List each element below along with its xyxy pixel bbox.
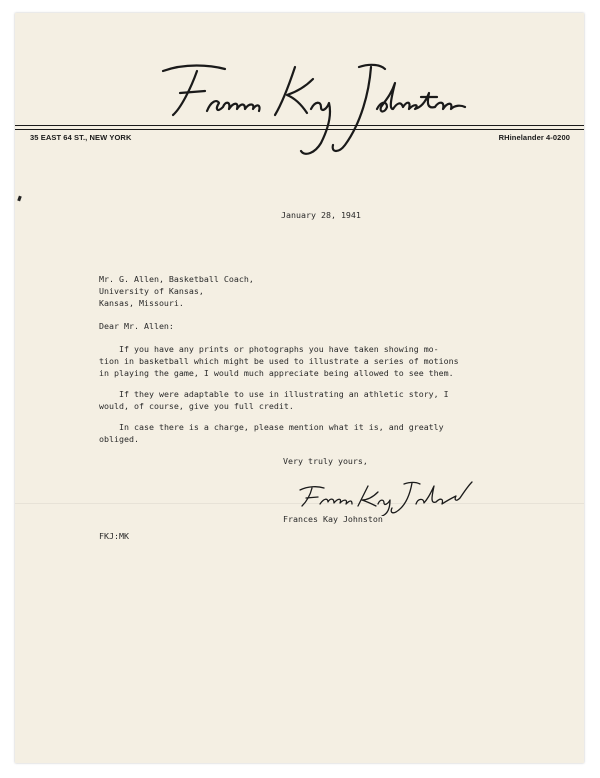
recipient-line: Kansas, Missouri. <box>99 298 184 308</box>
letterhead-address: 35 EAST 64 ST., NEW YORK <box>30 133 132 142</box>
salutation: Dear Mr. Allen: <box>99 321 174 331</box>
letter-sheet <box>15 13 584 763</box>
paragraph-line: In case there is a charge, please mention what it is, and greatly <box>118 422 444 432</box>
reference-initials: FKJ:MK <box>99 531 129 541</box>
letter-date: January 28, 1941 <box>281 210 361 220</box>
recipient-line: University of Kansas, <box>99 286 204 296</box>
paragraph-line: tion in basketball which might be used to illustrate a series of motions <box>99 356 459 366</box>
paragraph-2 <box>99 388 449 412</box>
typed-signature-name: Frances Kay Johnston <box>283 514 383 524</box>
letterhead-rule-bottom <box>15 129 584 130</box>
paragraph-3 <box>99 421 444 445</box>
recipient-address <box>99 273 254 309</box>
paragraph-line: in playing the game, I would much appreciate being allowed to see them. <box>99 368 454 378</box>
margin-mark <box>17 196 22 202</box>
closing: Very truly yours, <box>283 456 368 466</box>
letterhead-rule-top <box>15 125 584 126</box>
letterhead-phone: RHinelander 4-0200 <box>498 133 570 142</box>
paragraph-line: obliged. <box>99 434 139 444</box>
paragraph-1 <box>99 343 459 379</box>
handwritten-signature <box>290 468 475 516</box>
paragraph-line: If they were adaptable to use in illustrating an athletic story, I <box>118 389 449 399</box>
paragraph-line: If you have any prints or photographs you have taken showing mo- <box>118 344 439 354</box>
paper-fold <box>15 503 584 504</box>
letterhead-script-name <box>145 53 475 163</box>
recipient-line: Mr. G. Allen, Basketball Coach, <box>99 274 254 284</box>
paragraph-line: would, of course, give you full credit. <box>99 401 294 411</box>
